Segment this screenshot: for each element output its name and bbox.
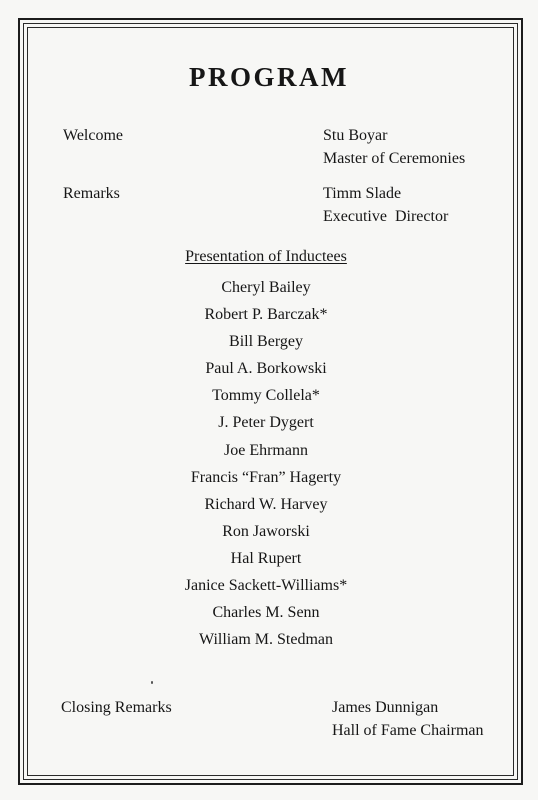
- inductee-name: William M. Stedman: [198, 631, 333, 649]
- inductee-name: Joe Ehrmann: [224, 441, 308, 459]
- program-item-closing: Closing Remarks: [61, 699, 172, 716]
- program-item-remarks: Remarks: [63, 185, 120, 202]
- inductee-name: Hal Rupert: [230, 549, 302, 567]
- inductee-name: Paul A. Borkowski: [205, 360, 327, 378]
- inductee-name: Francis “Fran” Hagerty: [190, 468, 342, 486]
- inductee-name: Robert P. Barczak*: [204, 306, 328, 324]
- inductees-heading: [0, 246, 532, 268]
- speaker-name-welcome: Stu Boyar: [323, 127, 388, 144]
- speaker-role-remarks: Executive Director: [323, 208, 449, 225]
- inductee-name: Richard W. Harvey: [204, 495, 328, 513]
- inductee-name: Bill Bergey: [229, 333, 303, 351]
- inductee-name: Charles M. Senn: [212, 604, 320, 622]
- speaker-role-welcome: Master of Ceremonies: [323, 150, 466, 167]
- inductee-name: Janice Sackett-Williams*: [184, 577, 348, 595]
- inductee-name: J. Peter Dygert: [218, 414, 314, 432]
- speaker-role-closing: Hall of Fame Chairman: [332, 722, 484, 739]
- inductee-list: [0, 277, 532, 656]
- inductee-name: Cheryl Bailey: [221, 279, 311, 296]
- inductee-name: Ron Jaworski: [222, 522, 310, 540]
- inductee-name: Tommy Collela*: [212, 387, 320, 405]
- inductees-heading-text: Presentation of Inductees: [185, 248, 347, 265]
- page-title: PROGRAM: [189, 62, 349, 92]
- speaker-name-closing: James Dunnigan: [332, 699, 439, 716]
- paper-speck: [151, 681, 153, 684]
- program-item-welcome: Welcome: [63, 127, 124, 144]
- speaker-name-remarks: Timm Slade: [323, 185, 402, 202]
